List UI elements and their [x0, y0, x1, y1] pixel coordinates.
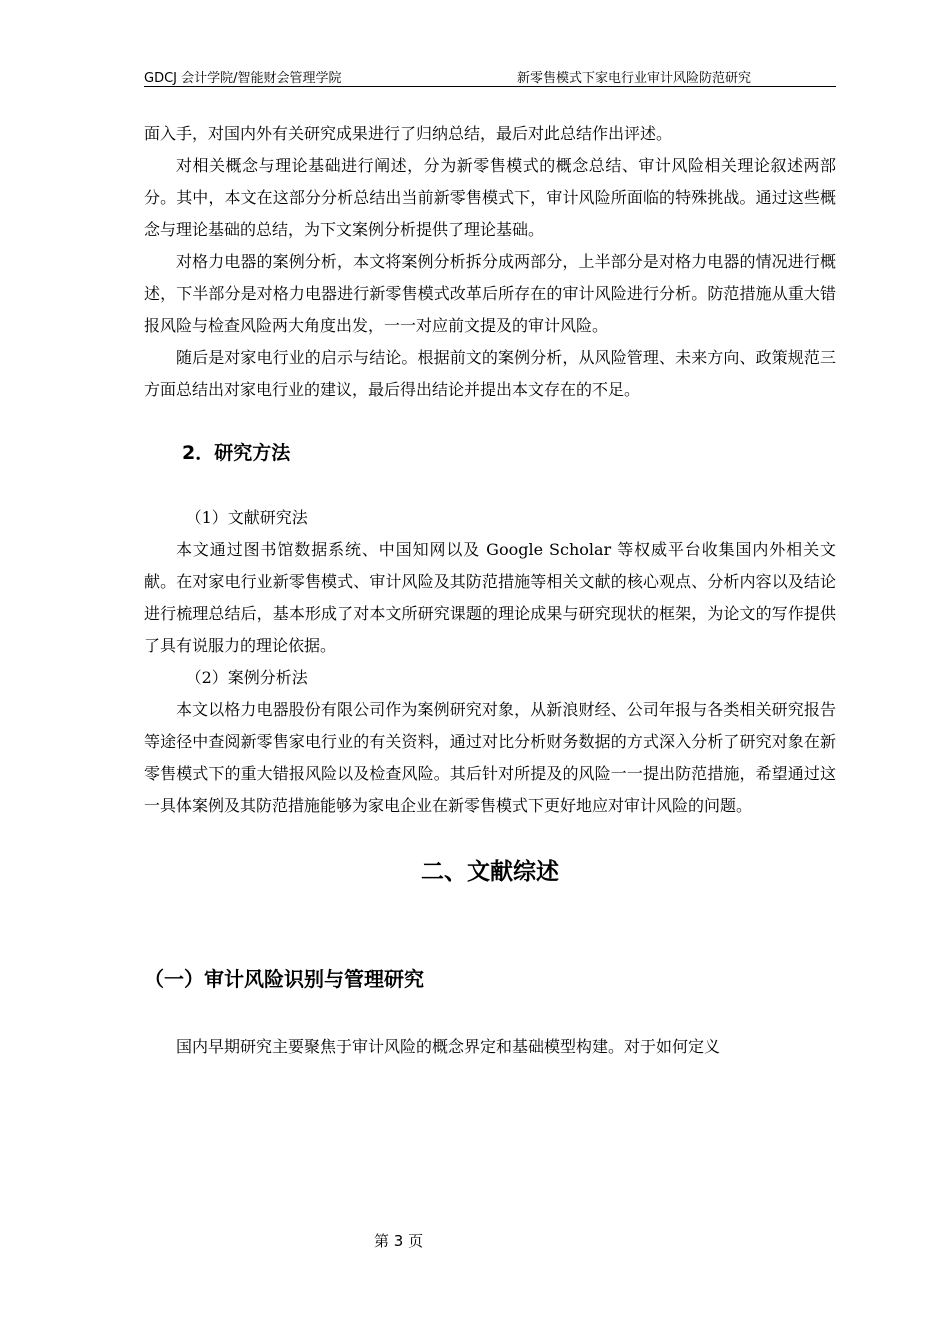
header-right: 新零售模式下家电行业审计风险防范研究 [517, 71, 752, 86]
method-case-title: （2）案例分析法 [185, 668, 308, 687]
paragraph-continued: 面入手，对国内外有关研究成果进行了归纳总结，最后对此总结作出评述。 [144, 124, 673, 143]
subsection-heading-audit-risk: （一）审计风险识别与管理研究 [144, 967, 424, 991]
method-literature-text: 本文通过图书馆数据系统、中国知网以及 Google Scholar 等权威平台收集国内外相关文献。在对家电行业新零售模式、审计风险及其防范措施等相关文献的核心观点、分析内容以及结论进行梳理总结后，基本形成了对本文所研究课题的理论成果与研究现状的框架，为论文的写作提供了具有说服力的理论依据。 [144, 540, 836, 655]
method-literature-title: （1）文献研究法 [185, 508, 308, 527]
page-number: 第 3 页 [374, 1232, 424, 1250]
page-body [144, 118, 836, 1063]
paragraph-concepts: 对相关概念与理论基础进行阐述，分为新零售模式的概念总结、审计风险相关理论叙述两部分。其中，本文在这部分分析总结出当前新零售模式下，审计风险所面临的特殊挑战。通过这些概念与理论基础的总结，为下文案例分析提供了理论基础。 [144, 156, 836, 239]
method-case-text: 本文以格力电器股份有限公司作为案例研究对象，从新浪财经、公司年报与各类相关研究报告等途径中查阅新零售家电行业的有关资料，通过对比分析财务数据的方式深入分析了研究对象在新零售模式下的重大错报风险以及检查风险。其后针对所提及的风险一一提出防范措施，希望通过这一具体案例及其防范措施能够为家电企业在新零售模式下更好地应对审计风险的问题。 [144, 700, 836, 815]
paragraph-domestic-research: 国内早期研究主要聚焦于审计风险的概念界定和基础模型构建。对于如何定义 [176, 1037, 721, 1056]
header-left: GDCJ 会计学院/智能财会管理学院 [144, 71, 342, 86]
paragraph-case: 对格力电器的案例分析，本文将案例分析拆分成两部分，上半部分是对格力电器的情况进行概述，下半部分是对格力电器进行新零售模式改革后所存在的审计风险进行分析。防范措施从重大错报风险与检查风险两大角度出发，一一对应前文提及的审计风险。 [144, 252, 836, 335]
chapter-heading-literature-review: 二、文献综述 [421, 859, 559, 885]
section-heading-methods: 2．研究方法 [182, 442, 291, 464]
running-header [144, 66, 836, 87]
paragraph-conclusion: 随后是对家电行业的启示与结论。根据前文的案例分析，从风险管理、未来方向、政策规范三方面总结出对家电行业的建议，最后得出结论并提出本文存在的不足。 [144, 348, 836, 399]
